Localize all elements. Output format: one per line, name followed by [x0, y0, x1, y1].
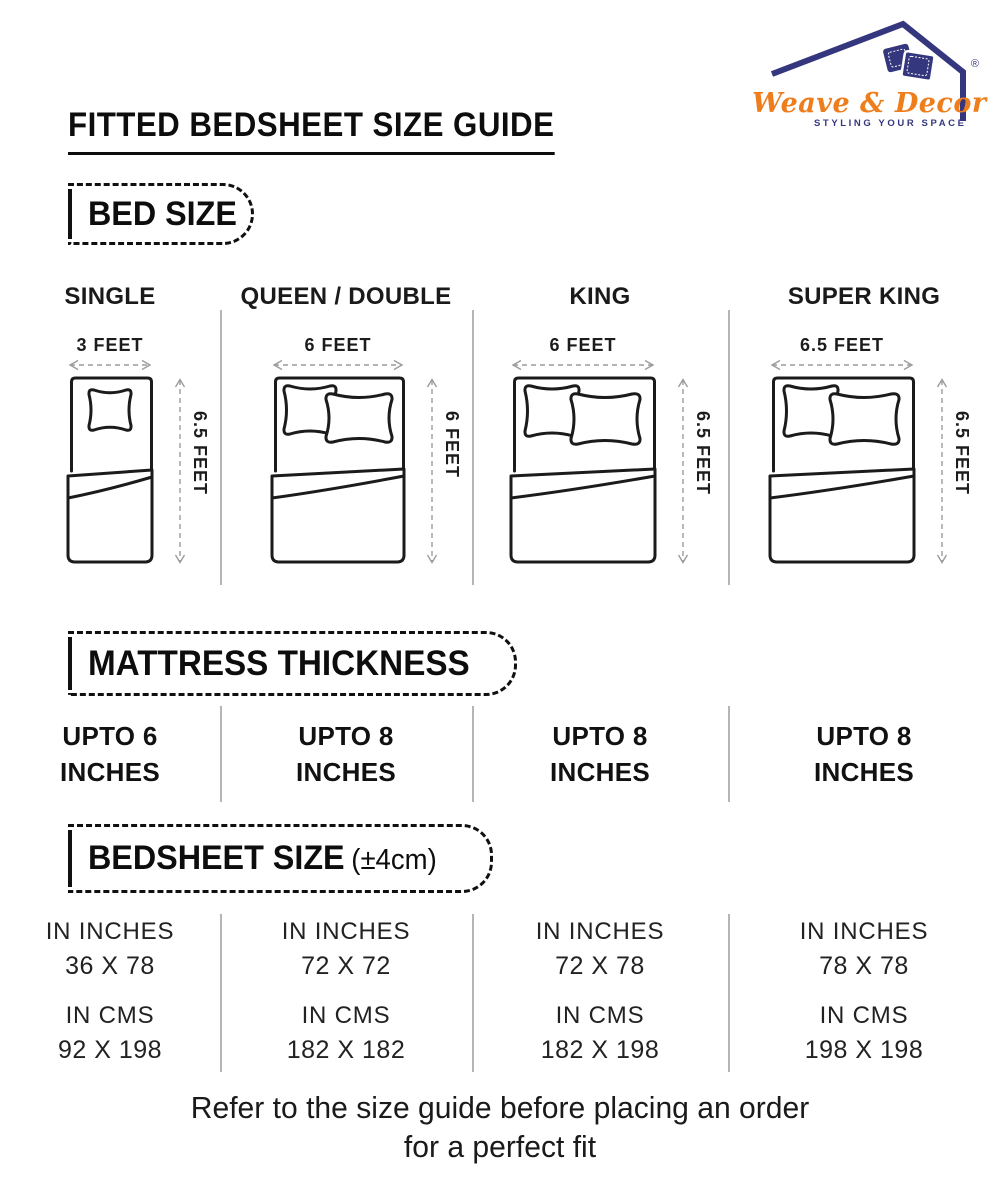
bed-width-label: 6.5 FEET	[799, 335, 885, 355]
cms-header: IN CMS	[819, 1002, 909, 1029]
sheet-size-king	[472, 918, 728, 1065]
cms-value: 182 X 182	[286, 1036, 406, 1064]
bed-name: SUPER KING	[787, 283, 941, 310]
bed-column-queen-double	[220, 283, 472, 575]
sheet-size-super-king	[728, 918, 1000, 1065]
bed-name: KING	[569, 283, 631, 310]
thickness-queen-double	[220, 718, 472, 790]
bed-column-single	[0, 283, 220, 575]
width-arrow	[772, 361, 912, 370]
sheet-size-queen-double	[220, 918, 472, 1065]
cms-value: 182 X 198	[540, 1036, 660, 1064]
bed-width-label: 6 FEET	[549, 335, 617, 355]
bed-column-king	[472, 283, 728, 575]
bed-diagram	[270, 358, 440, 570]
bed-height-label: 6.5 FEET	[693, 411, 713, 496]
inches-header: IN INCHES	[45, 918, 175, 945]
thickness-super-king	[728, 718, 1000, 790]
bed-figure	[270, 335, 462, 575]
bed-column-super-king	[728, 283, 1000, 575]
width-arrow	[513, 361, 653, 370]
bed-height-label: 6.5 FEET	[190, 411, 210, 496]
registered-mark: ®	[970, 58, 979, 70]
brand-name: Weave & Decor	[752, 88, 987, 119]
height-arrow	[176, 380, 185, 563]
bed-width-label: 6 FEET	[304, 335, 372, 355]
mattress-thickness-badge-label: MATTRESS THICKNESS	[87, 643, 470, 683]
cms-header: IN CMS	[555, 1002, 645, 1029]
page-title: FITTED BEDSHEET SIZE GUIDE	[68, 106, 554, 155]
pillow-icons	[882, 43, 934, 81]
bed-diagram	[768, 358, 950, 570]
height-arrow	[938, 380, 947, 563]
thickness-line1: UPTO 8	[816, 721, 912, 751]
column-divider	[472, 310, 474, 585]
thickness-line2: INCHES	[295, 757, 397, 787]
bed-diagram	[509, 358, 691, 570]
bed-figure	[509, 335, 713, 575]
column-divider	[220, 310, 222, 585]
inches-header: IN INCHES	[799, 918, 929, 945]
width-arrow	[274, 361, 402, 370]
column-divider	[472, 706, 474, 802]
bed-width-label: 3 FEET	[76, 335, 144, 355]
bed-height-label: 6 FEET	[442, 411, 462, 479]
footer-note	[15, 1088, 985, 1166]
bed-name: QUEEN / DOUBLE	[240, 283, 452, 310]
bed-figure	[768, 335, 972, 575]
footer-line2: for a perfect fit	[403, 1129, 597, 1164]
column-divider	[728, 310, 730, 585]
footer-line1: Refer to the size guide before placing an order	[190, 1090, 810, 1125]
inches-value: 72 X 72	[301, 952, 391, 980]
column-divider	[728, 914, 730, 1072]
brand-tagline: STYLING YOUR SPACE	[814, 118, 967, 129]
bed-name: SINGLE	[64, 283, 156, 310]
bedsheet-size-text: BEDSHEET SIZE	[87, 839, 345, 877]
column-divider	[728, 706, 730, 802]
sheet-size-single	[0, 918, 220, 1065]
bed-figure	[66, 335, 210, 575]
cms-header: IN CMS	[301, 1002, 391, 1029]
cms-value: 92 X 198	[57, 1036, 163, 1064]
bedsheet-size-row	[0, 918, 1000, 1065]
bedsheet-size-badge-label	[68, 839, 437, 878]
thickness-line1: UPTO 8	[298, 721, 394, 751]
width-arrow	[70, 361, 150, 370]
thickness-line2: INCHES	[813, 757, 915, 787]
inches-header: IN INCHES	[535, 918, 665, 945]
bed-size-row	[0, 283, 1000, 575]
column-divider	[220, 706, 222, 802]
height-arrow	[428, 380, 437, 563]
bed-size-badge-label: BED SIZE	[87, 194, 237, 233]
brand-logo	[748, 14, 987, 130]
bed-size-badge	[68, 183, 254, 245]
cms-header: IN CMS	[65, 1002, 155, 1029]
cms-value: 198 X 198	[804, 1036, 924, 1064]
column-divider	[472, 914, 474, 1072]
inches-header: IN INCHES	[281, 918, 411, 945]
thickness-line2: INCHES	[549, 757, 651, 787]
thickness-line1: UPTO 8	[552, 721, 648, 751]
bedsheet-tolerance: (±4cm)	[351, 844, 437, 876]
bed-diagram	[66, 358, 188, 570]
inches-value: 72 X 78	[555, 952, 645, 980]
column-divider	[220, 914, 222, 1072]
mattress-thickness-badge	[68, 631, 517, 696]
thickness-line1: UPTO 6	[62, 721, 158, 751]
mattress-thickness-row	[0, 718, 1000, 790]
thickness-line2: INCHES	[59, 757, 161, 787]
inches-value: 78 X 78	[819, 952, 909, 980]
bedsheet-size-badge	[68, 824, 493, 893]
thickness-single	[0, 718, 220, 790]
thickness-king	[472, 718, 728, 790]
height-arrow	[679, 380, 688, 563]
inches-value: 36 X 78	[65, 952, 155, 980]
bed-height-label: 6.5 FEET	[952, 411, 972, 496]
